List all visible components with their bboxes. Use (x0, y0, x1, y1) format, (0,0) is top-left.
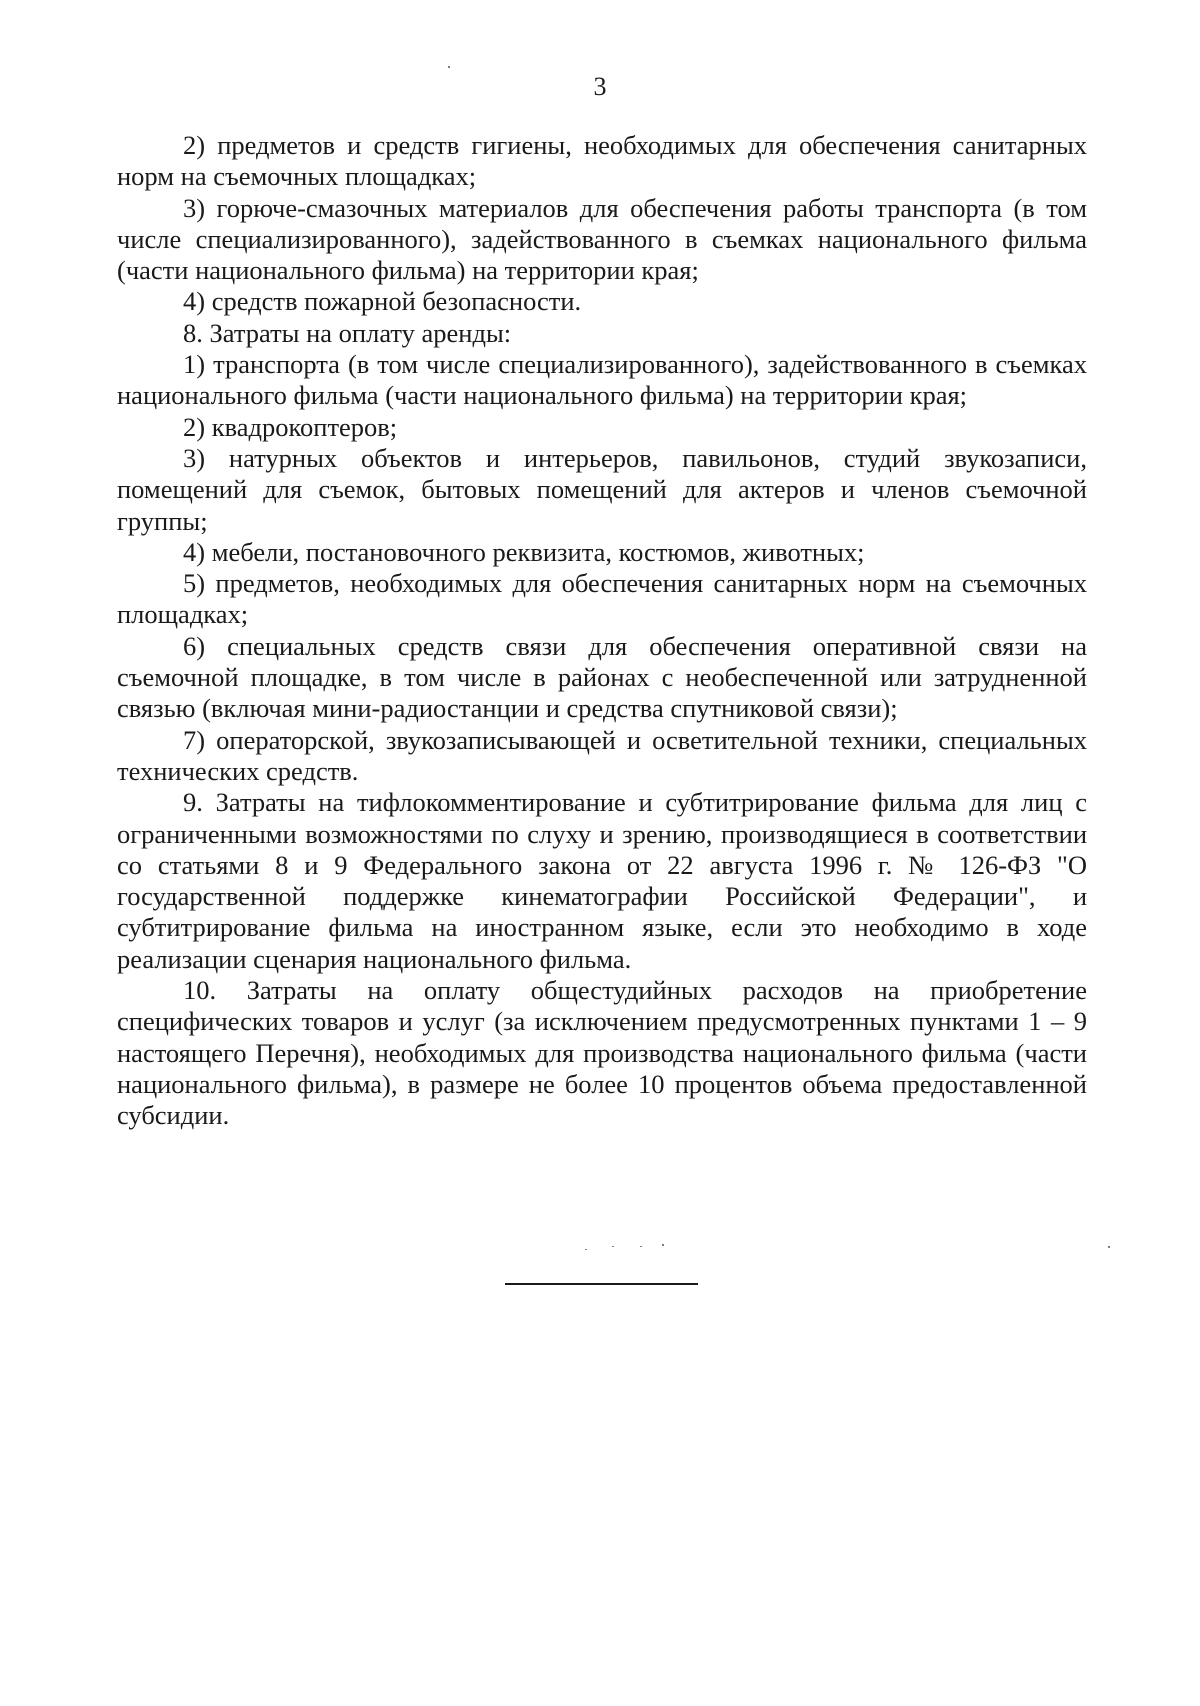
paragraph-section-8-item-7: 7) операторской, звукозаписывающей и осветительной техники, специальных технических средств. (117, 724, 1087, 786)
scan-speck (640, 1246, 642, 1247)
scan-speck (612, 1246, 614, 1247)
page-number: 3 (593, 72, 607, 101)
paragraph-section-8-item-5: 5) предметов, необходимых для обеспечения санитарных норм на съемочных площадках; (117, 568, 1087, 630)
paragraph-section-8-item-1: 1) транспорта (в том числе специализированного), задействованного в съемках национального фильма (части национального фильма) на территории края; (117, 349, 1087, 411)
paragraph-section-8-item-3: 3) натурных объектов и интерьеров, павильонов, студий звукозаписи, помещений для съемок, бытовых помещений для актеров и членов съемочной группы; (117, 442, 1087, 536)
paragraph-item-2-hygiene: 2) предметов и средств гигиены, необходимых для обеспечения санитарных норм на съемочных площадках; (117, 130, 1087, 192)
paragraph-section-9: 9. Затраты на тифлокомментирование и субтитрирование фильма для лиц с ограниченными возможностями по слуху и зрению, производящиеся в соответствии со статьями 8 и 9 Федерального закона от 22 августа 1996 г. № 126-ФЗ "О государственной поддержке кинематографии Российской Федерации", и субтитрирование фильма на иностранном языке, если это необходимо в ходе реализации сценария национального фильма. (117, 787, 1087, 974)
paragraph-section-8-item-2: 2) квадрокоптеров; (183, 411, 398, 442)
scan-speck (1108, 1246, 1110, 1248)
document-body (117, 130, 1087, 1132)
paragraph-section-10: 10. Затраты на оплату общестудийных расходов на приобретение специфических товаров и услуг (за исключением предусмотренных пунктами 1 – 9 настоящего Перечня), необходимых для производства национального фильма (части национального фильма), в размере не более 10 процентов объема предоставленной субсидии. (117, 975, 1087, 1131)
scan-speck (448, 66, 450, 68)
paragraph-section-8-heading: 8. Затраты на оплату аренды: (183, 317, 512, 348)
paragraph-item-3-fuel: 3) горюче-смазочных материалов для обеспечения работы транспорта (в том числе специализированного), задействованного в съемках национального фильма (части национального фильма) на территории края; (117, 192, 1087, 286)
paragraph-item-4-fire-safety: 4) средств пожарной безопасности. (183, 286, 582, 317)
scan-speck (662, 1244, 664, 1246)
end-of-document-rule (505, 1283, 698, 1285)
paragraph-section-8-item-4: 4) мебели, постановочного реквизита, костюмов, животных; (183, 536, 865, 567)
scan-speck (585, 1249, 587, 1250)
paragraph-section-8-item-6: 6) специальных средств связи для обеспечения оперативной связи на съемочной площадке, в том числе в районах с необеспеченной или затрудненной связью (включая мини-радиостанции и средства спутниковой связи); (117, 630, 1087, 724)
